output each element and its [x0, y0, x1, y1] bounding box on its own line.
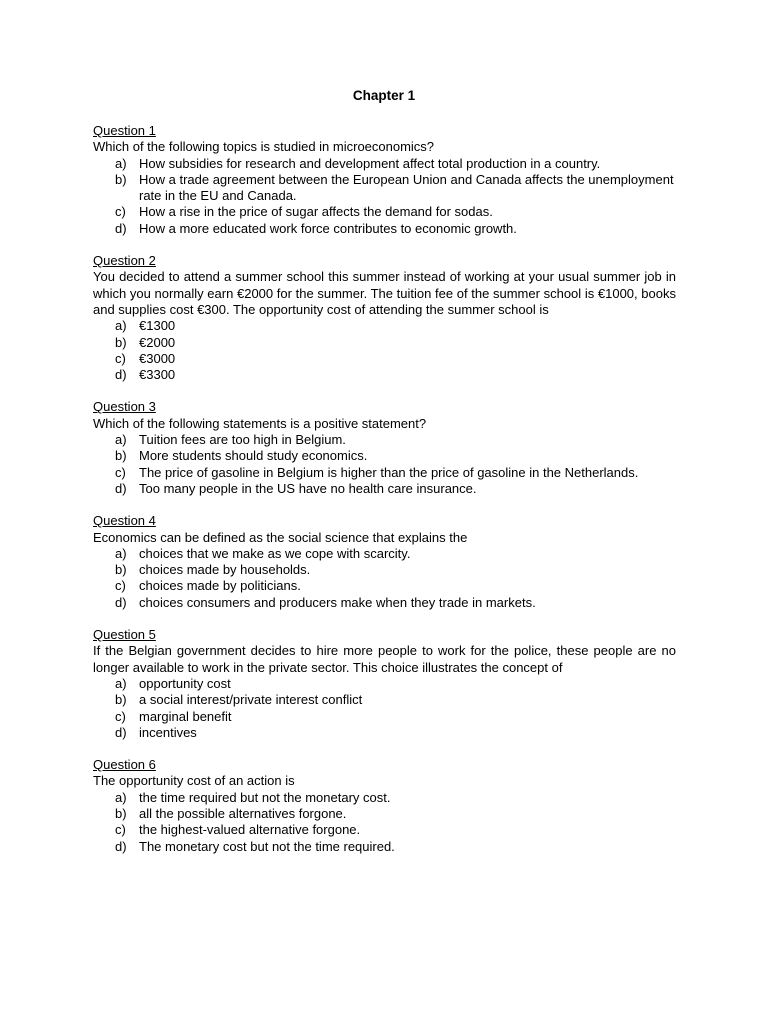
- answer-option: [93, 335, 676, 351]
- option-letter: d): [115, 220, 127, 236]
- option-letter: b): [115, 171, 127, 187]
- option-text: €3300: [139, 367, 176, 383]
- option-text: How a trade agreement between the European Union and Canada affects the unemployment rate in the EU and Canada.: [139, 171, 674, 204]
- question-heading: Question 1: [93, 123, 156, 138]
- question-list: [93, 123, 676, 871]
- answer-option: [93, 806, 676, 822]
- answer-option: [93, 709, 676, 725]
- option-letter: c): [115, 578, 126, 594]
- option-text: choices made by households.: [139, 562, 311, 578]
- option-letter: c): [115, 204, 126, 220]
- option-letter: d): [115, 594, 127, 610]
- option-text: the time required but not the monetary cost.: [139, 789, 391, 805]
- answer-option: [93, 172, 676, 205]
- question-heading: Question 6: [93, 757, 156, 773]
- option-letter: a): [115, 432, 127, 448]
- question-5: [93, 627, 676, 741]
- option-text: choices consumers and producers make when they trade in markets.: [139, 594, 536, 610]
- answer-option: [93, 156, 676, 172]
- answer-options: [93, 156, 676, 237]
- page-title: Chapter 1: [352, 88, 416, 103]
- answer-option: [93, 790, 676, 806]
- option-letter: c): [115, 822, 126, 838]
- question-text: You decided to attend a summer school this summer instead of working at your usual summer job in which you normally earn €2000 for the summer. The tuition fee of the summer school is €1000, books and supplies cost €300. The opportunity cost of attending the summer school is: [93, 269, 676, 317]
- option-text: Tuition fees are too high in Belgium.: [139, 432, 346, 448]
- answer-option: [93, 367, 676, 383]
- answer-option: [93, 465, 676, 481]
- question-1: [93, 123, 676, 237]
- question-heading: Question 4: [93, 513, 156, 529]
- option-text: opportunity cost: [139, 675, 231, 691]
- option-text: How a more educated work force contributes to economic growth.: [139, 220, 517, 236]
- answer-option: [93, 432, 676, 448]
- option-letter: a): [115, 789, 127, 805]
- option-letter: b): [115, 562, 127, 578]
- option-text: all the possible alternatives forgone.: [139, 805, 347, 821]
- answer-option: [93, 546, 676, 562]
- answer-option: [93, 725, 676, 741]
- question-3: [93, 399, 676, 497]
- option-letter: c): [115, 708, 126, 724]
- option-text: a social interest/private interest conflict: [139, 692, 363, 708]
- option-letter: b): [115, 334, 127, 350]
- option-letter: d): [115, 367, 127, 383]
- question-heading: Question 5: [93, 627, 156, 643]
- answer-option: [93, 448, 676, 464]
- option-letter: c): [115, 464, 126, 480]
- option-letter: a): [115, 675, 127, 691]
- question-heading: Question 2: [93, 253, 156, 269]
- question-text: Economics can be defined as the social science that explains the: [93, 529, 468, 545]
- option-text: The monetary cost but not the time required.: [139, 838, 395, 854]
- option-text: The price of gasoline in Belgium is higher than the price of gasoline in the Netherlands.: [139, 464, 639, 480]
- answer-options: [93, 546, 676, 611]
- option-text: How subsidies for research and development affect total production in a country.: [139, 155, 601, 171]
- option-letter: d): [115, 480, 127, 496]
- answer-option: [93, 318, 676, 334]
- answer-options: [93, 318, 676, 383]
- question-2: [93, 253, 676, 383]
- answer-option: [93, 839, 676, 855]
- answer-option: [93, 221, 676, 237]
- answer-option: [93, 595, 676, 611]
- option-text: choices made by politicians.: [139, 578, 301, 594]
- option-letter: a): [115, 155, 127, 171]
- answer-option: [93, 481, 676, 497]
- answer-option: [93, 578, 676, 594]
- answer-option: [93, 822, 676, 838]
- option-text: How a rise in the price of sugar affects the demand for sodas.: [139, 204, 493, 220]
- option-text: €3000: [139, 350, 176, 366]
- option-text: Too many people in the US have no health care insurance.: [139, 480, 477, 496]
- option-text: incentives: [139, 724, 197, 740]
- question-text: If the Belgian government decides to hire more people to work for the police, these people are no longer available to work in the private sector. This choice illustrates the concept of: [93, 643, 676, 675]
- question-heading: Question 3: [93, 399, 156, 415]
- option-letter: d): [115, 724, 127, 740]
- option-letter: b): [115, 448, 127, 464]
- question-text: The opportunity cost of an action is: [93, 773, 295, 789]
- option-text: €1300: [139, 318, 176, 334]
- question-text: Which of the following topics is studied in microeconomics?: [93, 139, 435, 155]
- option-text: More students should study economics.: [139, 448, 368, 464]
- question-4: [93, 513, 676, 611]
- question-text: Which of the following statements is a positive statement?: [93, 415, 427, 431]
- answer-options: [93, 432, 676, 497]
- answer-options: [93, 790, 676, 855]
- answer-option: [93, 676, 676, 692]
- option-letter: c): [115, 350, 126, 366]
- option-text: the highest-valued alternative forgone.: [139, 822, 361, 838]
- answer-option: [93, 692, 676, 708]
- option-letter: a): [115, 545, 127, 561]
- option-letter: d): [115, 838, 127, 854]
- answer-option: [93, 204, 676, 220]
- question-6: [93, 757, 676, 855]
- option-letter: b): [115, 692, 127, 708]
- option-text: choices that we make as we cope with scarcity.: [139, 545, 411, 561]
- option-letter: b): [115, 805, 127, 821]
- answer-option: [93, 562, 676, 578]
- answer-option: [93, 351, 676, 367]
- option-text: €2000: [139, 334, 176, 350]
- answer-options: [93, 676, 676, 741]
- option-letter: a): [115, 318, 127, 334]
- option-text: marginal benefit: [139, 708, 232, 724]
